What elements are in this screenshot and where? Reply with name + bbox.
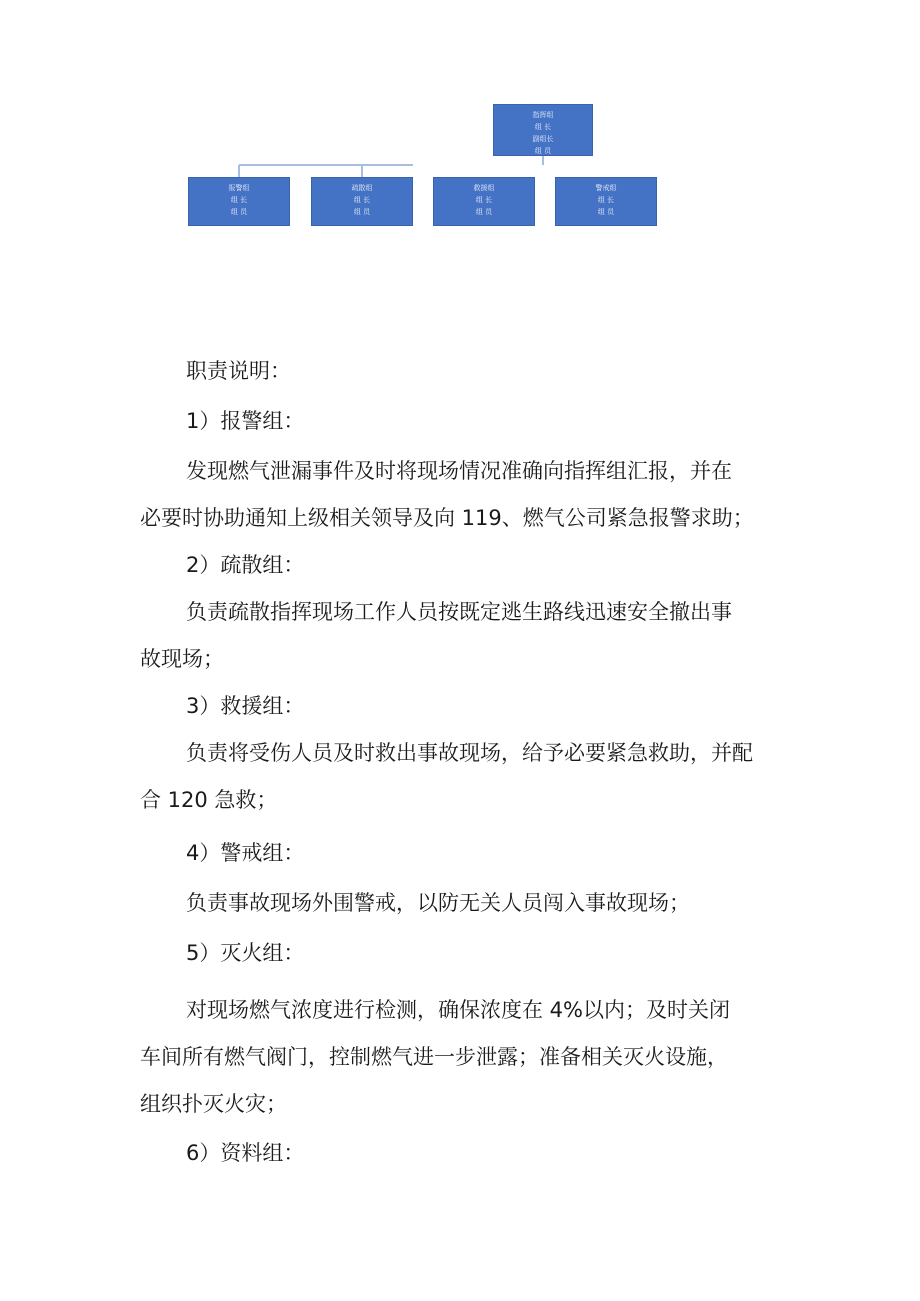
- node-title: 指挥组: [532, 111, 554, 119]
- org-node-evacuation: [311, 177, 413, 226]
- node-line: 组 长: [534, 123, 552, 131]
- node-line: 组 员: [475, 208, 493, 216]
- node-line: 组 长: [353, 196, 371, 204]
- node-line: 组 员: [534, 147, 552, 155]
- section-title-records: 6）资料组：: [186, 1141, 305, 1165]
- node-line: 副组长: [532, 135, 554, 143]
- org-node-command: [493, 104, 593, 156]
- paragraph-line: 合 120 急救；: [140, 788, 278, 812]
- node-line: 组 员: [353, 208, 371, 216]
- paragraph-line: 负责将受伤人员及时救出事故现场，给予必要紧急救助，并配: [186, 741, 753, 765]
- node-line: 组 员: [230, 208, 248, 216]
- org-chart: [0, 0, 920, 240]
- section-title-rescue: 3）救援组：: [186, 694, 305, 718]
- paragraph-line: 负责事故现场外围警戒，以防无关人员闯入事故现场；: [186, 891, 690, 915]
- section-title-firefighting: 5）灭火组：: [186, 941, 305, 965]
- node-line: 组 员: [597, 208, 615, 216]
- section-title-evacuation: 2）疏散组：: [186, 553, 305, 577]
- node-line: 组 长: [230, 196, 248, 204]
- org-node-rescue: [433, 177, 535, 226]
- paragraph-line: 车间所有燃气阀门，控制燃气进一步泄露；准备相关灭火设施，: [140, 1045, 728, 1069]
- node-title: 救援组: [473, 184, 495, 192]
- section-title-guard: 4）警戒组：: [186, 841, 305, 865]
- node-title: 疏散组: [351, 184, 373, 192]
- paragraph-line: 组织扑灭火灾；: [140, 1092, 287, 1116]
- paragraph-line: 对现场燃气浓度进行检测，确保浓度在 4%以内；及时关闭: [186, 998, 730, 1022]
- node-line: 组 长: [597, 196, 615, 204]
- org-node-guard: [555, 177, 657, 226]
- node-line: 组 长: [475, 196, 493, 204]
- node-title: 警戒组: [595, 184, 617, 192]
- section-title-alarm: 1）报警组：: [186, 409, 305, 433]
- paragraph-line: 发现燃气泄漏事件及时将现场情况准确向指挥组汇报，并在: [186, 459, 732, 483]
- section-heading: 职责说明：: [186, 359, 291, 383]
- paragraph-line: 负责疏散指挥现场工作人员按既定逃生路线迅速安全撤出事: [186, 600, 732, 624]
- org-node-alarm: [188, 177, 290, 226]
- paragraph-line: 故现场；: [140, 647, 224, 671]
- paragraph-line: 必要时协助通知上级相关领导及向 119、燃气公司紧急报警求助；: [140, 506, 754, 530]
- node-title: 报警组: [228, 184, 250, 192]
